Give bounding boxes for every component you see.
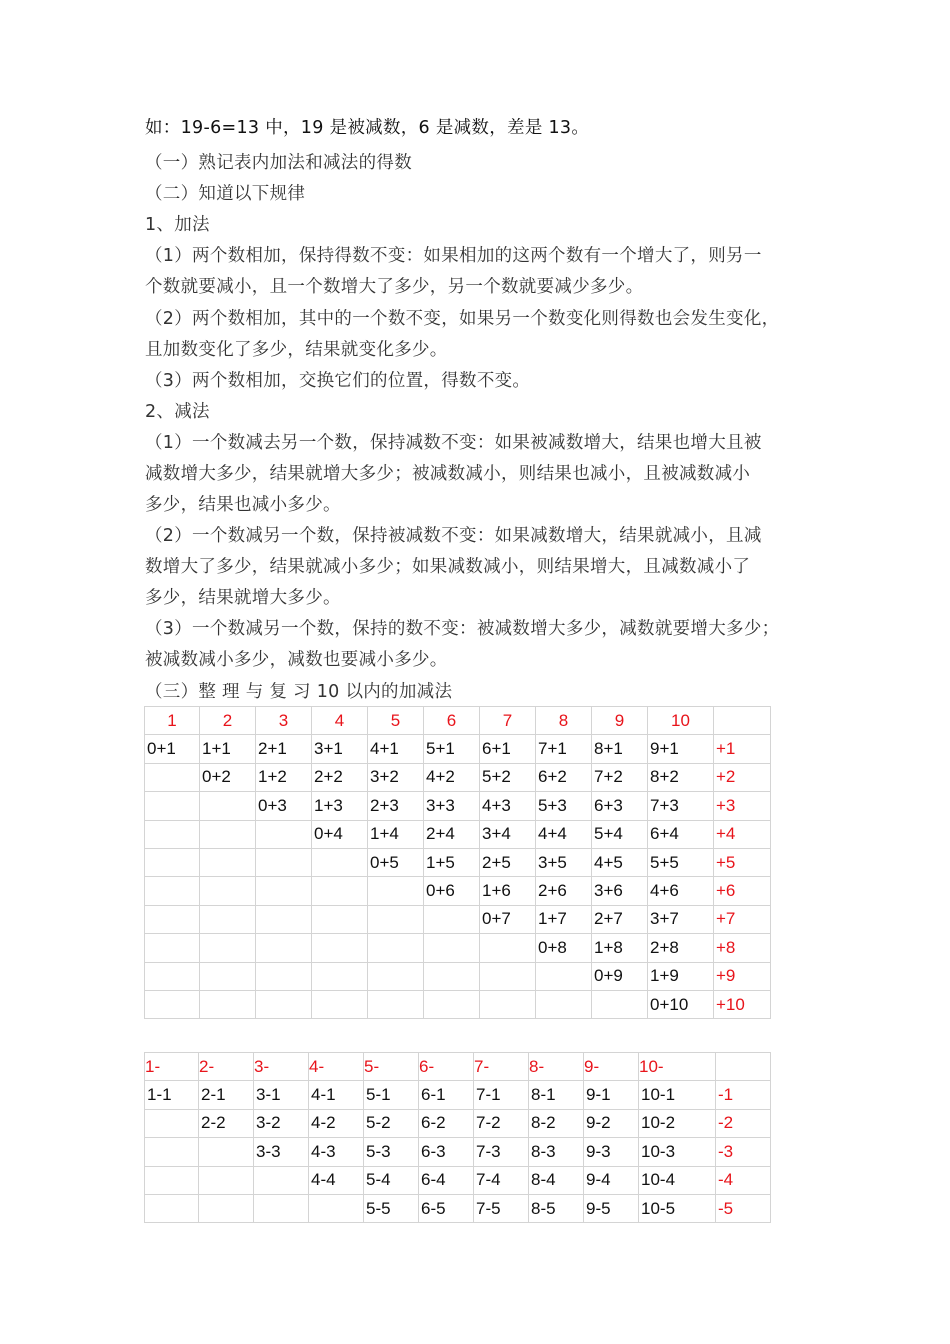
- table-cell: [256, 820, 312, 848]
- header-cell: 4-: [309, 1053, 364, 1081]
- table-cell: 1+2: [256, 763, 312, 791]
- table-cell: [145, 1166, 199, 1194]
- table-cell: 6-4: [419, 1166, 474, 1194]
- table-cell: 3+2: [368, 763, 424, 791]
- header-cell: [714, 707, 771, 735]
- row-label-cell: +2: [714, 763, 771, 791]
- table-cell: 1+9: [648, 962, 714, 990]
- table-cell: 6-1: [419, 1081, 474, 1109]
- table-cell: 10-3: [639, 1138, 716, 1166]
- table-cell: 9+1: [648, 735, 714, 763]
- table-cell: 1+6: [480, 877, 536, 905]
- table-cell: 4+3: [480, 792, 536, 820]
- table-cell: [480, 934, 536, 962]
- table-header-row: [145, 1053, 771, 1081]
- table-row: [145, 763, 771, 791]
- table-cell: [199, 1138, 254, 1166]
- table-cell: [145, 990, 200, 1018]
- table-cell: 1+3: [312, 792, 368, 820]
- header-cell: 1: [145, 707, 200, 735]
- header-cell: 8: [536, 707, 592, 735]
- table-cell: 2+8: [648, 934, 714, 962]
- table-cell: [312, 877, 368, 905]
- table-cell: 3-2: [254, 1109, 309, 1137]
- table-cell: 9-4: [584, 1166, 639, 1194]
- paragraph-line: 个数就要减小，且一个数增大了多少，另一个数就要减少多少。: [145, 277, 644, 297]
- table-cell: 1+8: [592, 934, 648, 962]
- table-cell: [592, 990, 648, 1018]
- table-cell: 2+6: [536, 877, 592, 905]
- header-cell: 1-: [145, 1053, 199, 1081]
- header-cell: 3-: [254, 1053, 309, 1081]
- table-cell: [368, 905, 424, 933]
- table-row: [145, 735, 771, 763]
- row-label-cell: +8: [714, 934, 771, 962]
- table-cell: [480, 962, 536, 990]
- table-cell: 6+3: [592, 792, 648, 820]
- table-cell: 9-5: [584, 1194, 639, 1222]
- table-cell: 6+1: [480, 735, 536, 763]
- table-cell: 8-2: [529, 1109, 584, 1137]
- header-cell: 7-: [474, 1053, 529, 1081]
- paragraph-line: （1）两个数相加，保持得数不变：如果相加的这两个数有一个增大了，则另一: [145, 246, 762, 266]
- table-cell: 2+2: [312, 763, 368, 791]
- table-cell: 0+9: [592, 962, 648, 990]
- header-cell: 10-: [639, 1053, 716, 1081]
- table-cell: 6+4: [648, 820, 714, 848]
- table-cell: 5-2: [364, 1109, 419, 1137]
- table-cell: [145, 1109, 199, 1137]
- table-cell: [254, 1194, 309, 1222]
- table-cell: 6-2: [419, 1109, 474, 1137]
- table-cell: [312, 905, 368, 933]
- header-cell: 9-: [584, 1053, 639, 1081]
- table-row: [145, 848, 771, 876]
- table-row: [145, 990, 771, 1018]
- table-cell: 0+5: [368, 848, 424, 876]
- table-cell: 10-5: [639, 1194, 716, 1222]
- table-cell: [256, 905, 312, 933]
- table-cell: [480, 990, 536, 1018]
- paragraph-line: 数增大了多少，结果就减小多少；如果减数减小，则结果增大，且减数减小了: [145, 557, 751, 577]
- table-cell: [424, 990, 480, 1018]
- table-cell: [145, 1138, 199, 1166]
- example-line: 如：19-6=13 中，19 是被减数，6 是减数，差是 13。: [145, 118, 590, 138]
- table-cell: 2+7: [592, 905, 648, 933]
- table-cell: [145, 1194, 199, 1222]
- table-cell: 0+10: [648, 990, 714, 1018]
- table-row: [145, 1081, 771, 1109]
- table-row: [145, 877, 771, 905]
- table-cell: [368, 962, 424, 990]
- table-cell: [256, 934, 312, 962]
- table-cell: 3+5: [536, 848, 592, 876]
- table-cell: 8-5: [529, 1194, 584, 1222]
- table-row: [145, 792, 771, 820]
- header-cell: 2-: [199, 1053, 254, 1081]
- table-cell: [145, 763, 200, 791]
- table-cell: 4-1: [309, 1081, 364, 1109]
- table-cell: 3+3: [424, 792, 480, 820]
- table-cell: 0+7: [480, 905, 536, 933]
- table-cell: [312, 990, 368, 1018]
- subheading-subtraction: 2、减法: [145, 402, 210, 422]
- table-cell: 8-1: [529, 1081, 584, 1109]
- table-cell: 8+1: [592, 735, 648, 763]
- table-cell: [424, 905, 480, 933]
- header-cell: 6-: [419, 1053, 474, 1081]
- table-cell: 9-2: [584, 1109, 639, 1137]
- paragraph-line: 且加数变化了多少，结果就变化多少。: [145, 340, 448, 360]
- table-cell: [312, 934, 368, 962]
- table-cell: [312, 848, 368, 876]
- table-cell: 10-2: [639, 1109, 716, 1137]
- paragraph-line: 减数增大多少，结果就增大多少；被减数减小，则结果也减小，且被减数减小: [145, 464, 751, 484]
- table-cell: 5-1: [364, 1081, 419, 1109]
- paragraph-line: （3）两个数相加，交换它们的位置，得数不变。: [145, 371, 531, 391]
- header-cell: 4: [312, 707, 368, 735]
- header-cell: 2: [200, 707, 256, 735]
- table-cell: 6-5: [419, 1194, 474, 1222]
- table-cell: [200, 848, 256, 876]
- row-label-cell: -2: [716, 1109, 771, 1137]
- table-cell: [145, 934, 200, 962]
- addition-table: [144, 706, 771, 1019]
- table-cell: 3+6: [592, 877, 648, 905]
- table-cell: 0+3: [256, 792, 312, 820]
- table-cell: [145, 792, 200, 820]
- row-label-cell: +5: [714, 848, 771, 876]
- row-label-cell: +10: [714, 990, 771, 1018]
- table-cell: 2-2: [199, 1109, 254, 1137]
- table-cell: 5-5: [364, 1194, 419, 1222]
- header-cell: 7: [480, 707, 536, 735]
- subheading-addition: 1、加法: [145, 215, 210, 235]
- subtraction-table: [144, 1052, 771, 1223]
- header-cell: 5: [368, 707, 424, 735]
- table-cell: 5+3: [536, 792, 592, 820]
- table-cell: 7-4: [474, 1166, 529, 1194]
- paragraph-line: 多少，结果就增大多少。: [145, 588, 341, 608]
- table-cell: 3+4: [480, 820, 536, 848]
- table-cell: 2-1: [199, 1081, 254, 1109]
- table-cell: 7-5: [474, 1194, 529, 1222]
- table-cell: [309, 1194, 364, 1222]
- table-cell: [145, 962, 200, 990]
- table-cell: 5-4: [364, 1166, 419, 1194]
- table-cell: 1+5: [424, 848, 480, 876]
- table-cell: [200, 792, 256, 820]
- table-row: [145, 1194, 771, 1222]
- table-cell: [145, 848, 200, 876]
- table-cell: 8-4: [529, 1166, 584, 1194]
- table-cell: 0+6: [424, 877, 480, 905]
- table-cell: 0+4: [312, 820, 368, 848]
- paragraph-line: （1）一个数减去另一个数，保持减数不变：如果被减数增大，结果也增大且被: [145, 433, 762, 453]
- table-cell: 9-1: [584, 1081, 639, 1109]
- row-label-cell: +4: [714, 820, 771, 848]
- table-cell: 2+1: [256, 735, 312, 763]
- table-cell: [312, 962, 368, 990]
- table-cell: [200, 877, 256, 905]
- table-cell: [199, 1166, 254, 1194]
- table-cell: 7-3: [474, 1138, 529, 1166]
- table-cell: 7+1: [536, 735, 592, 763]
- table-cell: 5-3: [364, 1138, 419, 1166]
- paragraph-line: 被减数减小多少，减数也要减小多少。: [145, 650, 448, 670]
- table-cell: 1+1: [200, 735, 256, 763]
- table-cell: [200, 934, 256, 962]
- table-cell: 3+7: [648, 905, 714, 933]
- table-cell: 4+2: [424, 763, 480, 791]
- table-row: [145, 1138, 771, 1166]
- table-cell: 6+2: [536, 763, 592, 791]
- table-row: [145, 962, 771, 990]
- table-cell: 1-1: [145, 1081, 199, 1109]
- row-label-cell: -4: [716, 1166, 771, 1194]
- table-cell: [368, 934, 424, 962]
- table-cell: [200, 820, 256, 848]
- row-label-cell: +7: [714, 905, 771, 933]
- table-cell: [200, 962, 256, 990]
- row-label-cell: -1: [716, 1081, 771, 1109]
- paragraph-line: （3）一个数减另一个数，保持的数不变：被减数增大多少，减数就要增大多少；: [145, 619, 780, 639]
- table-cell: 3-3: [254, 1138, 309, 1166]
- table-cell: 3-1: [254, 1081, 309, 1109]
- table-cell: [199, 1194, 254, 1222]
- table-cell: 2+3: [368, 792, 424, 820]
- table-header-row: [145, 707, 771, 735]
- header-cell: 9: [592, 707, 648, 735]
- table-cell: 8+2: [648, 763, 714, 791]
- section-heading-3: （三）整 理 与 复 习 10 以内的加减法: [145, 682, 453, 702]
- table-cell: 10-4: [639, 1166, 716, 1194]
- table-cell: 2+4: [424, 820, 480, 848]
- table-cell: 7-2: [474, 1109, 529, 1137]
- row-label-cell: -3: [716, 1138, 771, 1166]
- row-label-cell: -5: [716, 1194, 771, 1222]
- section-heading-2: （二）知道以下规律: [145, 184, 306, 204]
- table-cell: 3+1: [312, 735, 368, 763]
- table-cell: [536, 962, 592, 990]
- table-cell: [254, 1166, 309, 1194]
- table-row: [145, 934, 771, 962]
- paragraph-line: 多少，结果也减小多少。: [145, 495, 341, 515]
- table-cell: 1+4: [368, 820, 424, 848]
- paragraph-line: （2）一个数减另一个数，保持被减数不变：如果减数增大，结果就减小，且减: [145, 526, 762, 546]
- table-cell: 4-2: [309, 1109, 364, 1137]
- row-label-cell: +1: [714, 735, 771, 763]
- table-row: [145, 820, 771, 848]
- table-cell: [368, 990, 424, 1018]
- table-cell: [200, 990, 256, 1018]
- table-row: [145, 1166, 771, 1194]
- table-cell: 7-1: [474, 1081, 529, 1109]
- table-cell: [145, 877, 200, 905]
- table-cell: 5+1: [424, 735, 480, 763]
- table-cell: 5+4: [592, 820, 648, 848]
- header-cell: [716, 1053, 771, 1081]
- table-cell: [424, 962, 480, 990]
- table-cell: [145, 905, 200, 933]
- table-cell: 4-4: [309, 1166, 364, 1194]
- table-cell: 4-3: [309, 1138, 364, 1166]
- table-cell: 10-1: [639, 1081, 716, 1109]
- header-cell: 10: [648, 707, 714, 735]
- header-cell: 8-: [529, 1053, 584, 1081]
- header-cell: 5-: [364, 1053, 419, 1081]
- table-cell: 9-3: [584, 1138, 639, 1166]
- table-cell: [536, 990, 592, 1018]
- row-label-cell: +9: [714, 962, 771, 990]
- table-cell: [145, 820, 200, 848]
- table-cell: 6-3: [419, 1138, 474, 1166]
- table-cell: 7+2: [592, 763, 648, 791]
- table-row: [145, 1109, 771, 1137]
- table-cell: [256, 962, 312, 990]
- table-row: [145, 905, 771, 933]
- header-cell: 6: [424, 707, 480, 735]
- table-cell: [200, 905, 256, 933]
- table-cell: [256, 877, 312, 905]
- row-label-cell: +6: [714, 877, 771, 905]
- table-cell: 0+1: [145, 735, 200, 763]
- table-cell: 4+1: [368, 735, 424, 763]
- table-cell: 8-3: [529, 1138, 584, 1166]
- row-label-cell: +3: [714, 792, 771, 820]
- table-cell: 1+7: [536, 905, 592, 933]
- table-cell: [424, 934, 480, 962]
- table-cell: [256, 848, 312, 876]
- table-cell: 0+2: [200, 763, 256, 791]
- header-cell: 3: [256, 707, 312, 735]
- section-heading-1: （一）熟记表内加法和减法的得数: [145, 153, 412, 173]
- table-cell: 7+3: [648, 792, 714, 820]
- table-cell: 4+4: [536, 820, 592, 848]
- table-cell: 5+5: [648, 848, 714, 876]
- paragraph-line: （2）两个数相加，其中的一个数不变，如果另一个数变化则得数也会发生变化，: [145, 309, 780, 329]
- table-cell: 4+5: [592, 848, 648, 876]
- table-cell: 4+6: [648, 877, 714, 905]
- table-cell: [368, 877, 424, 905]
- table-cell: [256, 990, 312, 1018]
- table-cell: 2+5: [480, 848, 536, 876]
- table-cell: 5+2: [480, 763, 536, 791]
- table-cell: 0+8: [536, 934, 592, 962]
